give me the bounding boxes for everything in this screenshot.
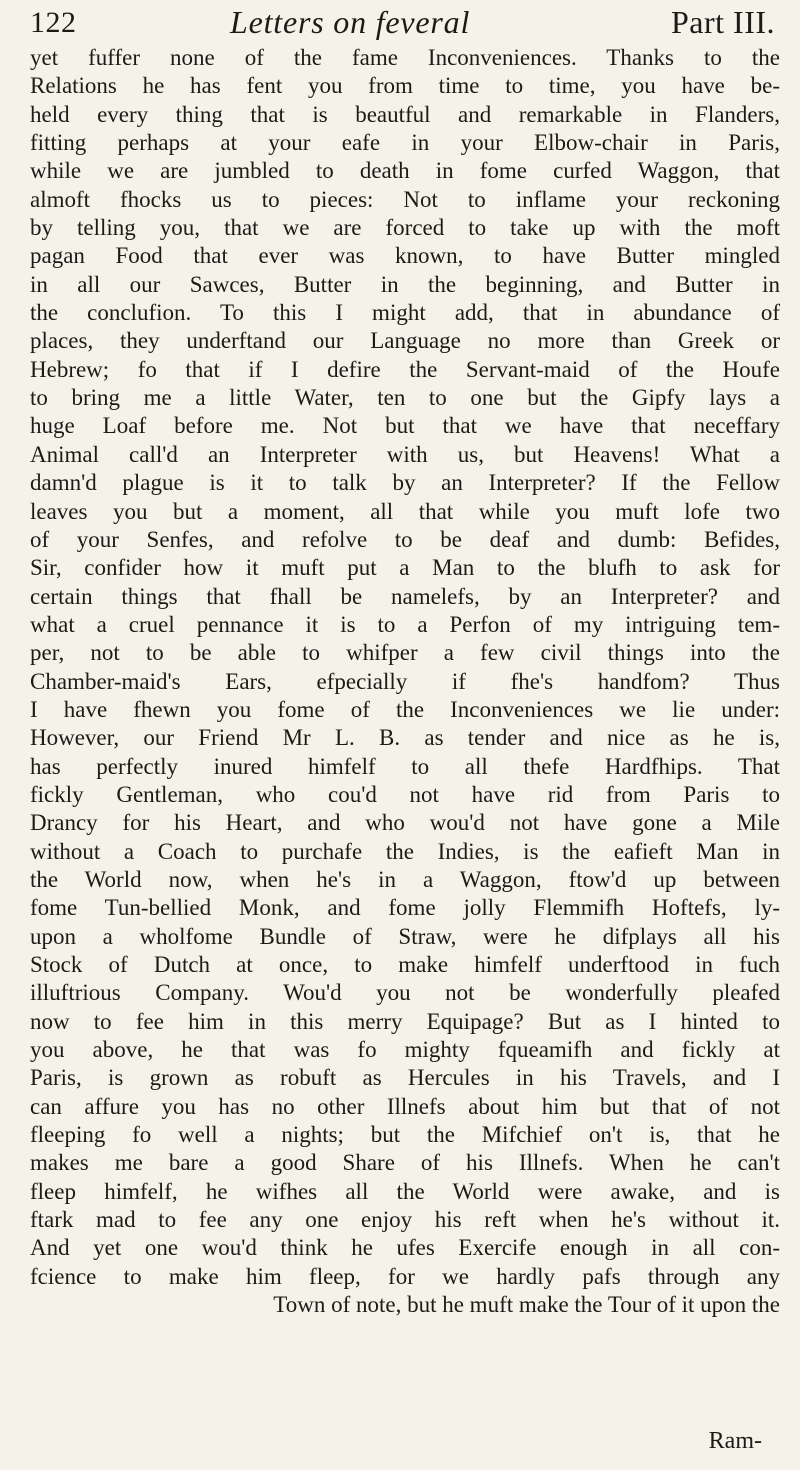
page-number: 122: [30, 6, 77, 39]
text-line: can affure you has no other Illnefs about him but that of not: [30, 1093, 780, 1119]
text-line: while we are jumbled to death in fome curfed Waggon, that: [30, 158, 780, 184]
text-line: Animal call'd an Interpreter with us, but Heavens! What a: [30, 441, 780, 467]
text-line: fleep himfelf, he wifhes all the World were awake, and is: [30, 1178, 780, 1204]
running-title: Letters on feveral: [230, 4, 471, 40]
text-line: fitting perhaps at your eafe in your Elbow-chair in Paris,: [30, 130, 780, 156]
text-line: And yet one wou'd think he ufes Exercife enough in all con-: [30, 1235, 780, 1261]
body-text: [30, 44, 780, 1319]
text-line: by telling you, that we are forced to take up with the moft: [30, 215, 780, 241]
text-line: of your Senfes, and refolve to be deaf and dumb: Befides,: [30, 526, 780, 552]
text-line: Paris, is grown as robuft as Hercules in his Travels, and I: [30, 1065, 780, 1091]
text-line: Relations he has fent you from time to time, you have be-: [30, 73, 780, 99]
text-line: makes me bare a good Share of his Illnefs. When he can't: [30, 1150, 780, 1176]
text-line: fickly Gentleman, who cou'd not have rid from Paris to: [30, 781, 780, 807]
text-line: the conclufion. To this I might add, that in abundance of: [30, 300, 780, 326]
text-line: yet fuffer none of the fame Inconveniences. Thanks to the: [30, 45, 780, 70]
text-line: ftark mad to fee any one enjoy his reft when he's without it.: [30, 1207, 780, 1233]
text-line: in all our Sawces, Butter in the beginning, and Butter in: [30, 271, 780, 297]
text-line: Sir, confider how it muft put a Man to the blufh to ask for: [30, 555, 780, 581]
text-line: pagan Food that ever was known, to have Butter mingled: [30, 243, 780, 269]
text-line: the World now, when he's in a Waggon, ftow'd up between: [30, 866, 780, 892]
text-line: fome Tun-bellied Monk, and fome jolly Flemmifh Hoftefs, ly-: [30, 895, 780, 921]
part-label: Part III.: [670, 4, 775, 40]
text-line: damn'd plague is it to talk by an Interpreter? If the Fellow: [30, 470, 780, 496]
text-line: you above, he that was fo mighty fqueamifh and fickly at: [30, 1037, 780, 1063]
text-line: to bring me a little Water, ten to one but the Gipfy lays a: [30, 385, 780, 411]
text-line: certain things that fhall be namelefs, by an Interpreter? and: [30, 583, 780, 609]
text-line: illuftrious Company. Wou'd you not be wonderfully pleafed: [30, 980, 780, 1006]
text-line: what a cruel pennance it is to a Perfon of my intriguing tem-: [30, 611, 780, 637]
text-line: huge Loaf before me. Not but that we have that neceffary: [30, 413, 780, 439]
text-line: almoft fhocks us to pieces: Not to inflame your reckoning: [30, 186, 780, 212]
text-line: upon a wholfome Bundle of Straw, were he difplays all his: [30, 923, 780, 949]
text-line: I have fhewn you fome of the Inconveniences we lie under:: [30, 696, 780, 722]
text-line: Hebrew; fo that if I defire the Servant-maid of the Houfe: [30, 356, 780, 382]
text-line: has perfectly inured himfelf to all thefe Hardfhips. That: [30, 753, 780, 779]
text-line: Town of note, but he muft make the Tour of it upon the: [273, 1292, 780, 1318]
text-line: without a Coach to purchafe the Indies, is the eafieft Man in: [30, 838, 780, 864]
text-line: held every thing that is beautful and remarkable in Flanders,: [30, 101, 780, 127]
running-head: [30, 0, 775, 40]
text-line: leaves you but a moment, all that while you muft lofe two: [30, 498, 780, 524]
text-line: fleeping fo well a nights; but the Mifchief on't is, that he: [30, 1122, 780, 1148]
text-line: Chamber-maid's Ears, efpecially if fhe's handfom? Thus: [30, 668, 780, 694]
text-line: However, our Friend Mr L. B. as tender and nice as he is,: [30, 725, 780, 751]
text-line: now to fee him in this merry Equipage? But as I hinted to: [30, 1008, 780, 1034]
text-line: per, not to be able to whifper a few civil things into the: [30, 640, 780, 666]
text-line: Stock of Dutch at once, to make himfelf underftood in fuch: [30, 952, 780, 977]
catchword: Ram-: [708, 1428, 762, 1454]
text-line: fcience to make him fleep, for we hardly pafs through any: [30, 1263, 780, 1289]
text-line: Drancy for his Heart, and who wou'd not have gone a Mile: [30, 810, 780, 836]
text-line: places, they underftand our Language no more than Greek or: [30, 328, 780, 354]
